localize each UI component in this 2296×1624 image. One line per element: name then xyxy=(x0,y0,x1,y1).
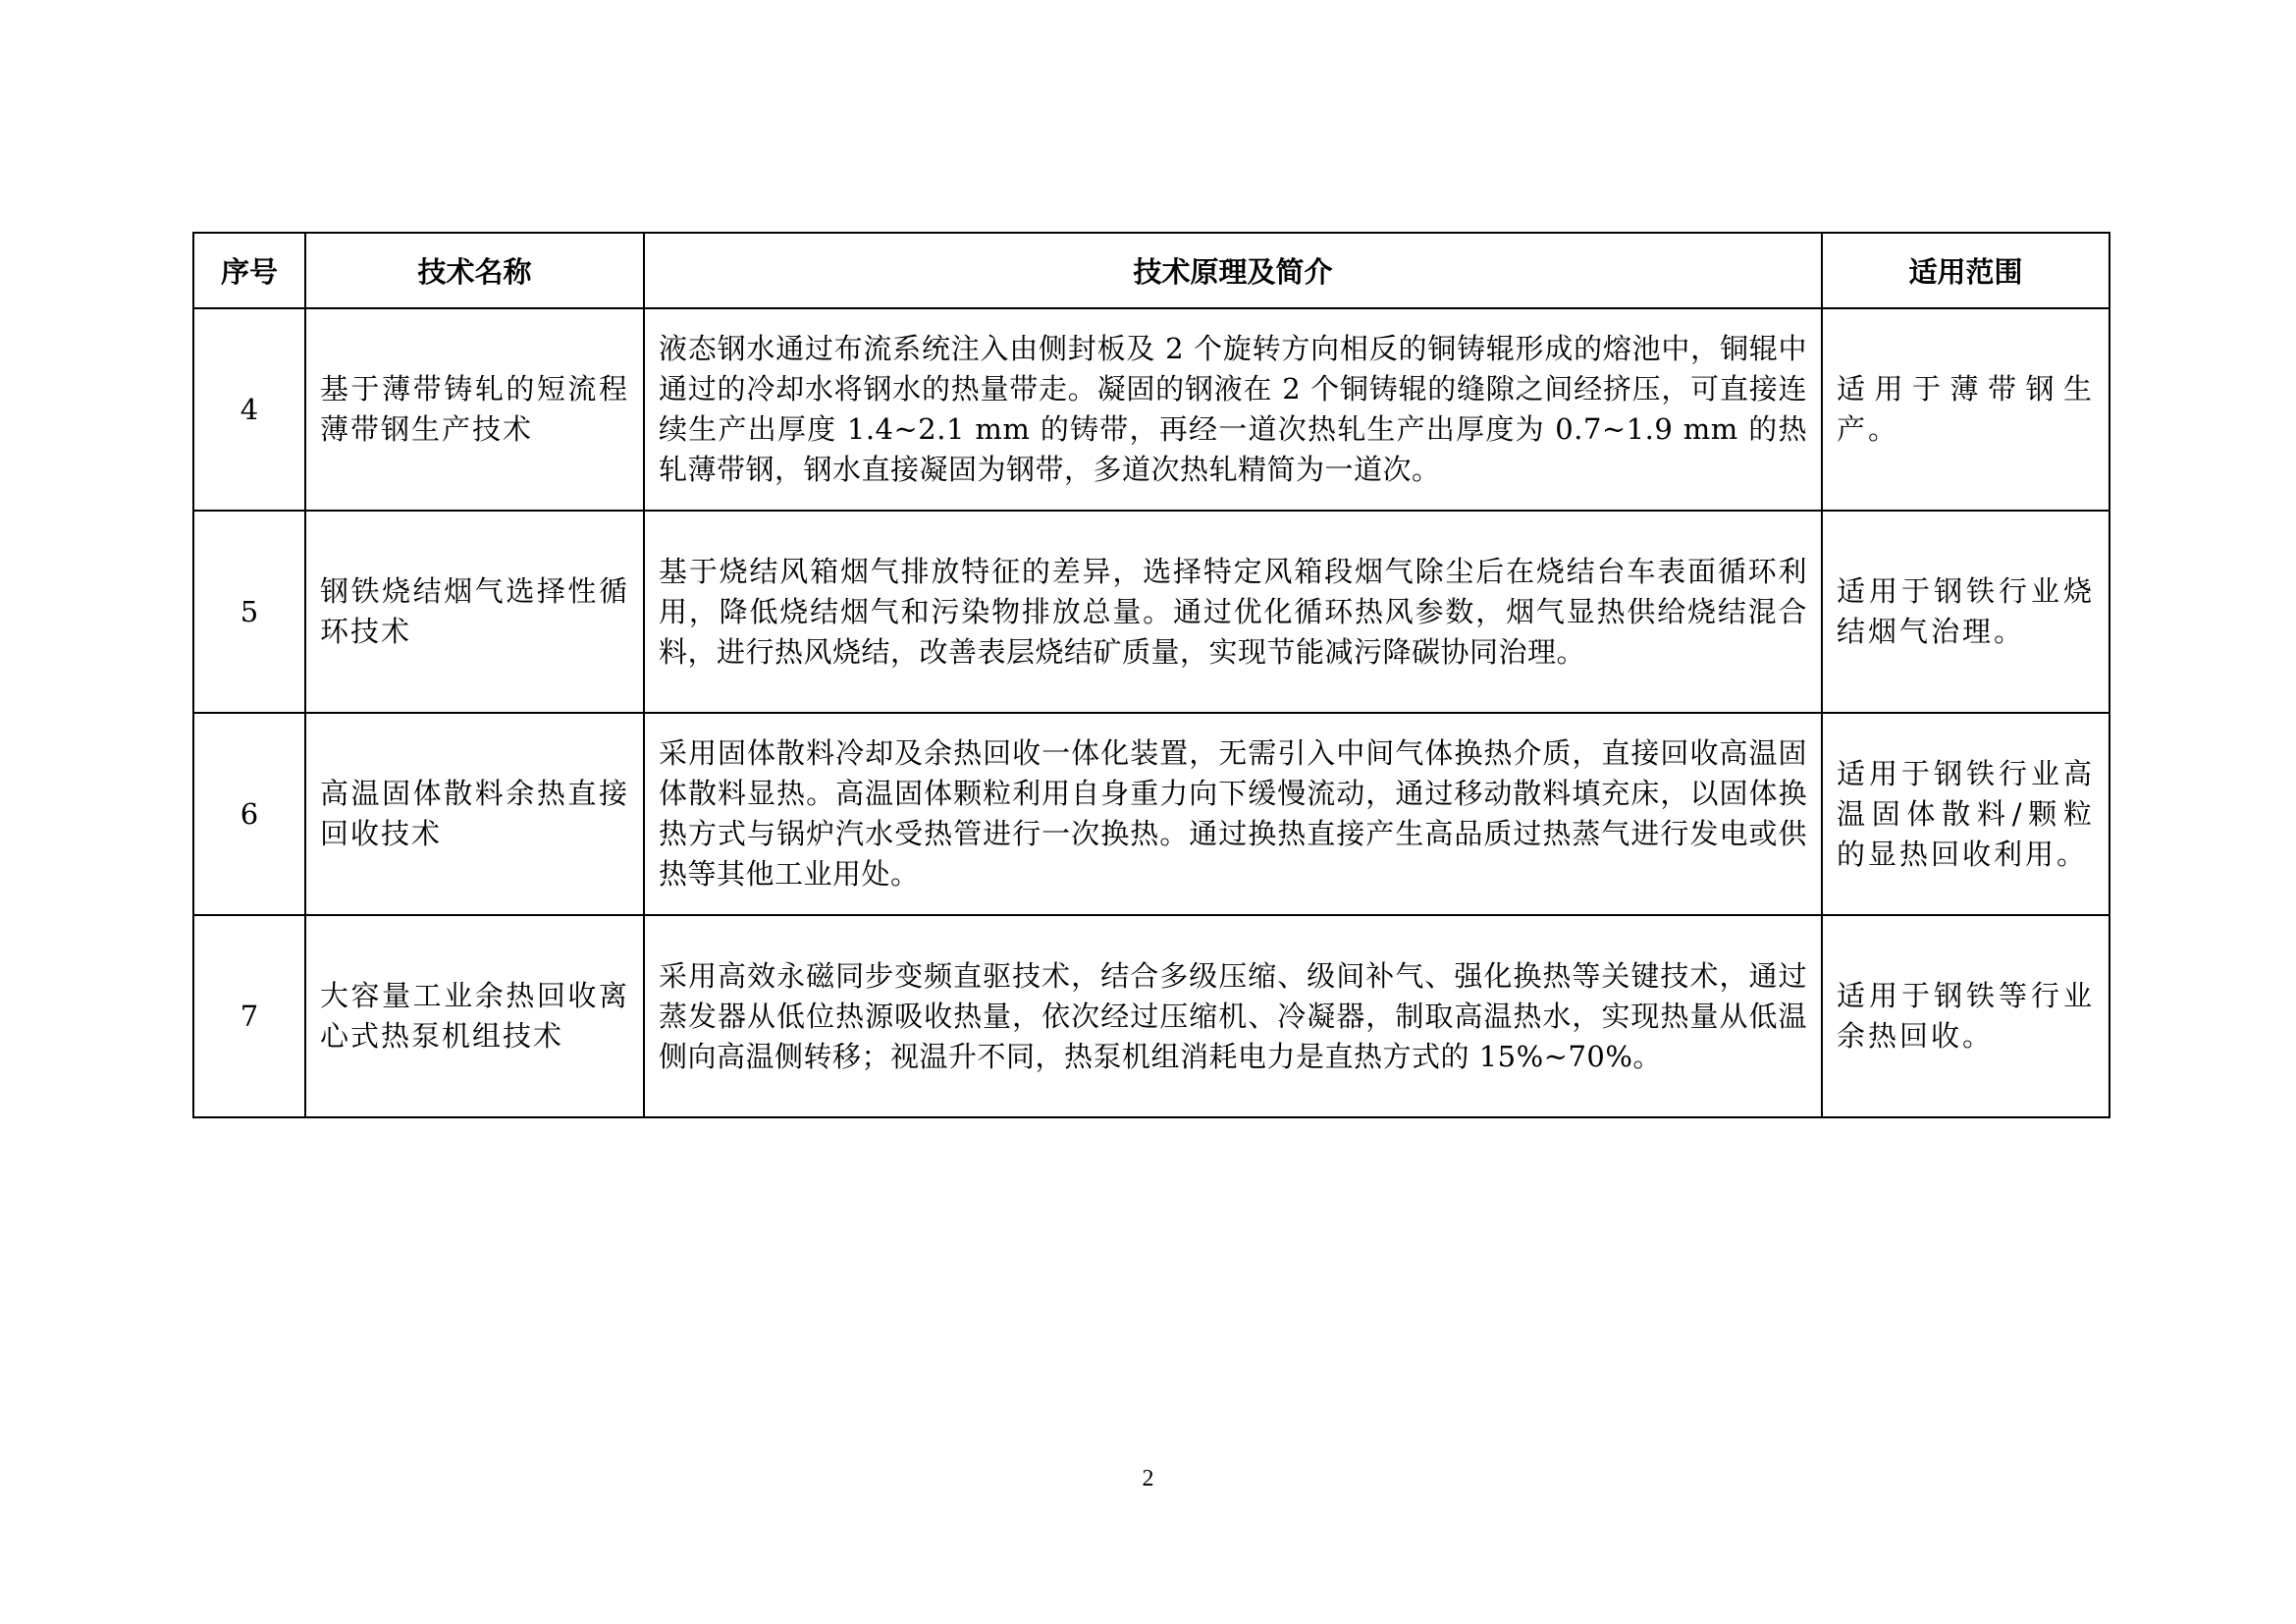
header-principle-description: 技术原理及简介 xyxy=(644,233,1822,308)
row-technology-name: 高温固体散料余热直接回收技术 xyxy=(305,713,644,915)
row-principle-description: 采用高效永磁同步变频直驱技术，结合多级压缩、级间补气、强化换热等关键技术，通过蒸发器从低位热源吸收热量，依次经过压缩机、冷凝器，制取高温热水，实现热量从低温侧向高温侧转移；视温升不同，热泵机组消耗电力是直热方式的 15%~70%。 xyxy=(644,915,1822,1117)
header-applicable-scope: 适用范围 xyxy=(1822,233,2109,308)
row-applicable-scope: 适用于钢铁行业高温固体散料/颗粒的显热回收利用。 xyxy=(1822,713,2109,915)
row-principle-description: 采用固体散料冷却及余热回收一体化装置，无需引入中间气体换热介质，直接回收高温固体散料显热。高温固体颗粒利用自身重力向下缓慢流动，通过移动散料填充床，以固体换热方式与锅炉汽水受热管进行一次换热。通过换热直接产生高品质过热蒸气进行发电或供热等其他工业用处。 xyxy=(644,713,1822,915)
row-serial-number: 5 xyxy=(193,511,305,713)
header-row xyxy=(193,233,2109,308)
table-row xyxy=(193,713,2109,915)
row-applicable-scope: 适用于薄带钢生产。 xyxy=(1822,308,2109,511)
table-row xyxy=(193,308,2109,511)
row-technology-name: 钢铁烧结烟气选择性循环技术 xyxy=(305,511,644,713)
table-row xyxy=(193,511,2109,713)
row-principle-description: 液态钢水通过布流系统注入由侧封板及 2 个旋转方向相反的铜铸辊形成的熔池中，铜辊中通过的冷却水将钢水的热量带走。凝固的钢液在 2 个铜铸辊的缝隙之间经挤压，可直接连续生产出厚度 1.4~2.1 mm 的铸带，再经一道次热轧生产出厚度为 0.7~1.9 mm 的热轧薄带钢，钢水直接凝固为钢带，多道次热轧精简为一道次。 xyxy=(644,308,1822,511)
row-technology-name: 基于薄带铸轧的短流程薄带钢生产技术 xyxy=(305,308,644,511)
page-number: 2 xyxy=(1142,1466,1154,1491)
row-applicable-scope: 适用于钢铁等行业余热回收。 xyxy=(1822,915,2109,1117)
header-technology-name: 技术名称 xyxy=(305,233,644,308)
row-serial-number: 6 xyxy=(193,713,305,915)
row-serial-number: 4 xyxy=(193,308,305,511)
header-serial-number: 序号 xyxy=(193,233,305,308)
table-row xyxy=(193,915,2109,1117)
row-principle-description: 基于烧结风箱烟气排放特征的差异，选择特定风箱段烟气除尘后在烧结台车表面循环利用，降低烧结烟气和污染物排放总量。通过优化循环热风参数，烟气显热供给烧结混合料，进行热风烧结，改善表层烧结矿质量，实现节能减污降碳协同治理。 xyxy=(644,511,1822,713)
table-header xyxy=(193,233,2109,308)
technology-table xyxy=(192,232,2110,1118)
row-serial-number: 7 xyxy=(193,915,305,1117)
table-body xyxy=(193,308,2109,1117)
row-applicable-scope: 适用于钢铁行业烧结烟气治理。 xyxy=(1822,511,2109,713)
row-technology-name: 大容量工业余热回收离心式热泵机组技术 xyxy=(305,915,644,1117)
